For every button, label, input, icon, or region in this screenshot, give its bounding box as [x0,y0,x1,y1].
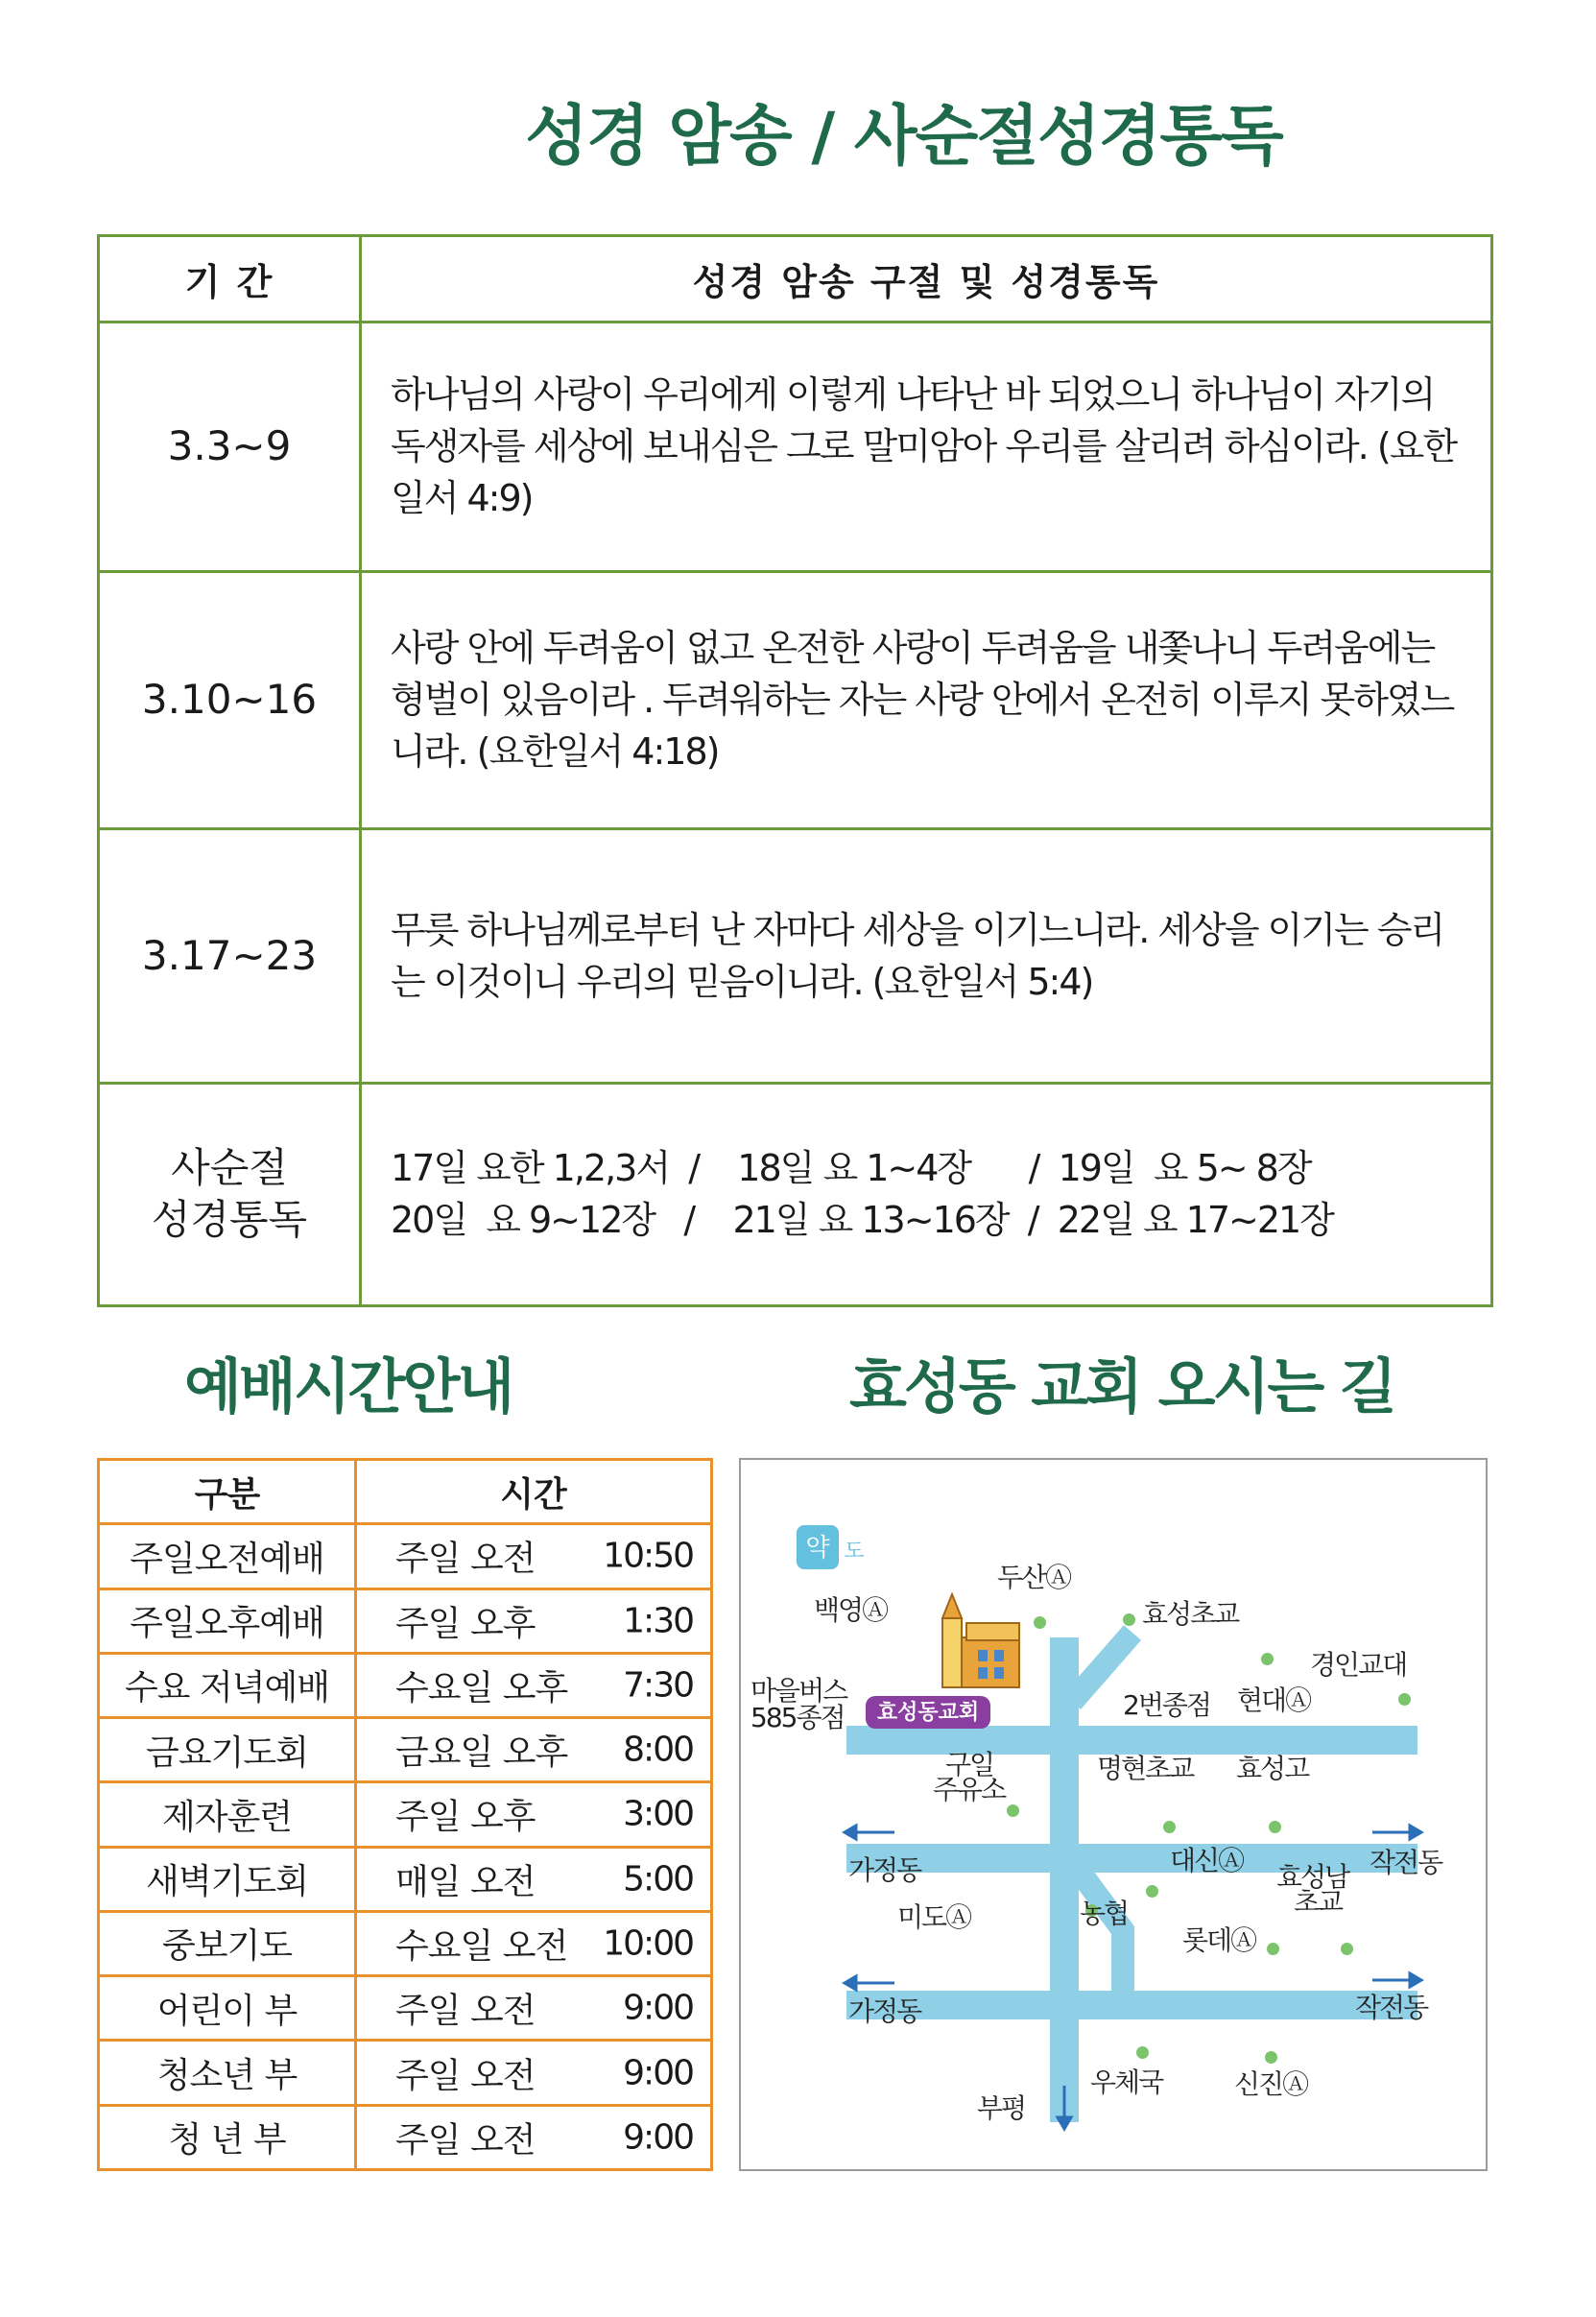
service-day: 주일 오후 [395,1797,536,1837]
label-jakjeon-top: 작전동 [1370,1847,1442,1878]
service-day: 금요일 오후 [395,1732,568,1773]
service-name: 새벽기도회 [99,1847,356,1911]
map-dot [1267,1943,1279,1955]
table-row [99,2105,712,2169]
verse-cell: 사랑 안에 두려움이 없고 온전한 사랑이 두려움을 내쫓나니 두려움에는 형벌이 있음이라 . 두려워하는 자는 사랑 안에서 온전히 이루지 못하였느니라. (요한일서 4:18) [361,572,1492,828]
arrow-south-head [1058,2117,1071,2129]
service-time: 7:30 [623,1665,693,1706]
lent-schedule-cell [361,1083,1492,1305]
period-cell: 3.17~23 [99,828,361,1083]
service-day: 수요일 오후 [395,1668,568,1708]
arrow-east-upper-head [1410,1826,1421,1839]
table-row [99,1653,712,1717]
label-mido: 미도Ⓐ [897,1901,971,1933]
church-roof [966,1623,1019,1640]
arrow-west-lower-head [845,1976,856,1990]
verse-cell: 하나님의 사랑이 우리에게 이렇게 나타난 바 되었으니 하나님이 자기의 독생자를 세상에 보내심은 그로 말미암아 우리를 살리려 하심이라. (요한일서 4:9) [361,322,1492,571]
label-gyeongin: 경인교대 [1310,1649,1407,1681]
service-day: 주일 오전 [395,2120,536,2161]
lent-schedule-line2: 20일 요 9~12장 / 21일 요 13~16장 / 22일 요 17~21장 [391,1199,1333,1242]
church-icon [942,1594,1019,1687]
map-dot [1034,1616,1046,1629]
lent-period-cell [99,1083,361,1305]
map-dot [1265,2051,1277,2064]
service-time-cell [356,1524,712,1588]
table-row [99,1976,712,2041]
service-name: 금요기도회 [99,1718,356,1782]
service-name: 중보기도 [99,1911,356,1975]
label-hyoseong-high: 효성고 [1236,1753,1309,1784]
verse-cell: 무릇 하나님께로부터 난 자마다 세상을 이기느니라. 세상을 이기는 승리는 이것이니 우리의 믿음이니라. (요한일서 5:4) [361,828,1492,1083]
label-jakjeon-bottom: 작전동 [1355,1992,1428,2023]
label-hyoseong-elem: 효성초교 [1142,1598,1239,1630]
label-dusan: 두산Ⓐ [997,1562,1071,1593]
service-time: 10:00 [603,1923,693,1964]
table-row [99,572,1492,828]
map-dot [1136,2046,1149,2059]
label-gajeong-top: 가정동 [848,1854,921,1886]
map-dot [1398,1693,1411,1706]
service-time-cell [356,2041,712,2105]
service-day: 주일 오전 [395,1991,536,2031]
header-verse: 성경 암송 구절 및 성경통독 [361,236,1492,322]
service-name: 주일오후예배 [99,1588,356,1653]
label-gajeong-bottom: 가정동 [848,1995,921,2027]
service-time-cell [356,2105,712,2169]
verse-table-header [99,236,1492,322]
table-row [99,1911,712,1975]
label-post-office: 우체국 [1090,2066,1163,2098]
church-spire [942,1594,962,1618]
service-name: 제자훈련 [99,1782,356,1847]
label-baekyeong: 백영Ⓐ [814,1594,888,1626]
worship-table-header [99,1460,712,1524]
label-myeonghyeon: 명현초교 [1097,1753,1194,1784]
service-name: 어린이 부 [99,1976,356,2041]
legend-main: 약 [805,1534,830,1563]
service-time: 9:00 [623,2053,693,2093]
service-day: 매일 오전 [395,1862,536,1902]
label-hyundai: 현대Ⓐ [1237,1684,1311,1716]
map-title: 효성동 교회 오시는 길 [849,1351,1394,1421]
label-bupyeong: 부평 [977,2092,1026,2124]
service-name: 청 년 부 [99,2105,356,2169]
church-window [978,1667,988,1679]
label-nonghyup: 농협 [1080,1898,1129,1929]
table-row [99,2041,712,2105]
lent-period-line1: 사순절 [171,1144,288,1192]
header-time: 시간 [356,1460,712,1524]
map-dot [1341,1943,1353,1955]
church-window [994,1667,1004,1679]
church-badge-label: 효성동교회 [876,1701,980,1725]
map-dot [1261,1653,1274,1665]
service-time-cell [356,1911,712,1975]
arrow-east-lower-head [1410,1973,1421,1987]
page-title: 성경 암송 / 사순절성경통독 [525,99,1282,175]
label-sinjin: 신진Ⓐ [1234,2068,1308,2100]
directions-map [739,1458,1488,2171]
verse-table [97,234,1493,1307]
church-window [978,1650,988,1661]
period-cell: 3.10~16 [99,572,361,828]
service-time-cell [356,1588,712,1653]
map-dot [1146,1885,1158,1898]
label-hyoseongnam-line2: 초교 [1294,1886,1343,1918]
service-time: 3:00 [623,1794,693,1834]
lent-schedule-line1: 17일 요한 1,2,3서 / 18일 요 1~4장 / 19일 요 5~ 8장 [391,1147,1311,1190]
table-row [99,1782,712,1847]
service-time-cell [356,1653,712,1717]
table-row [99,1588,712,1653]
map-dot [1123,1613,1135,1626]
label-bus-line1: 마을버스 [750,1675,847,1707]
church-tower [942,1618,962,1687]
service-time: 10:50 [603,1536,693,1576]
service-day: 주일 오전 [395,1539,536,1579]
map-dot [1007,1804,1019,1817]
label-bus-line2: 585종점 [750,1702,845,1733]
label-hyoseongnam-line1: 효성남 [1276,1861,1349,1893]
service-name: 주일오전예배 [99,1524,356,1588]
map-roads [741,1460,1486,2169]
label-stop2: 2번종점 [1123,1689,1210,1721]
period-cell: 3.3~9 [99,322,361,571]
lent-reading-row [99,1083,1492,1305]
header-period: 기 간 [99,236,361,322]
label-daesin: 대신Ⓐ [1170,1845,1244,1876]
service-name: 청소년 부 [99,2041,356,2105]
service-time: 1:30 [623,1601,693,1641]
service-time: 5:00 [623,1859,693,1899]
worship-table [97,1458,713,2171]
service-day: 주일 오전 [395,2056,536,2096]
service-day: 주일 오후 [395,1604,536,1644]
table-row [99,322,1492,571]
service-time-cell [356,1976,712,2041]
worship-title: 예배시간안내 [184,1351,512,1421]
label-guil-line2: 주유소 [933,1774,1006,1805]
arrow-west-upper-head [845,1826,856,1839]
map-dot [1163,1821,1176,1833]
legend-sub: 도 [844,1540,865,1564]
service-time: 8:00 [623,1730,693,1770]
lent-period-line2: 성경통독 [151,1196,308,1244]
church-window [994,1650,1004,1661]
table-row [99,1718,712,1782]
header-category: 구분 [99,1460,356,1524]
table-row [99,1524,712,1588]
label-guil-line1: 구일 [945,1749,994,1780]
service-time-cell [356,1847,712,1911]
service-time-cell [356,1782,712,1847]
table-row [99,828,1492,1083]
road-diagonal-bottom [1072,1861,1123,2005]
label-lotte: 롯데Ⓐ [1182,1924,1256,1956]
service-day: 수요일 오전 [395,1926,568,1967]
service-time: 9:00 [623,1988,693,2028]
service-time-cell [356,1718,712,1782]
service-name: 수요 저녁예배 [99,1653,356,1717]
table-row [99,1847,712,1911]
service-time: 9:00 [623,2117,693,2158]
map-dot [1269,1821,1281,1833]
